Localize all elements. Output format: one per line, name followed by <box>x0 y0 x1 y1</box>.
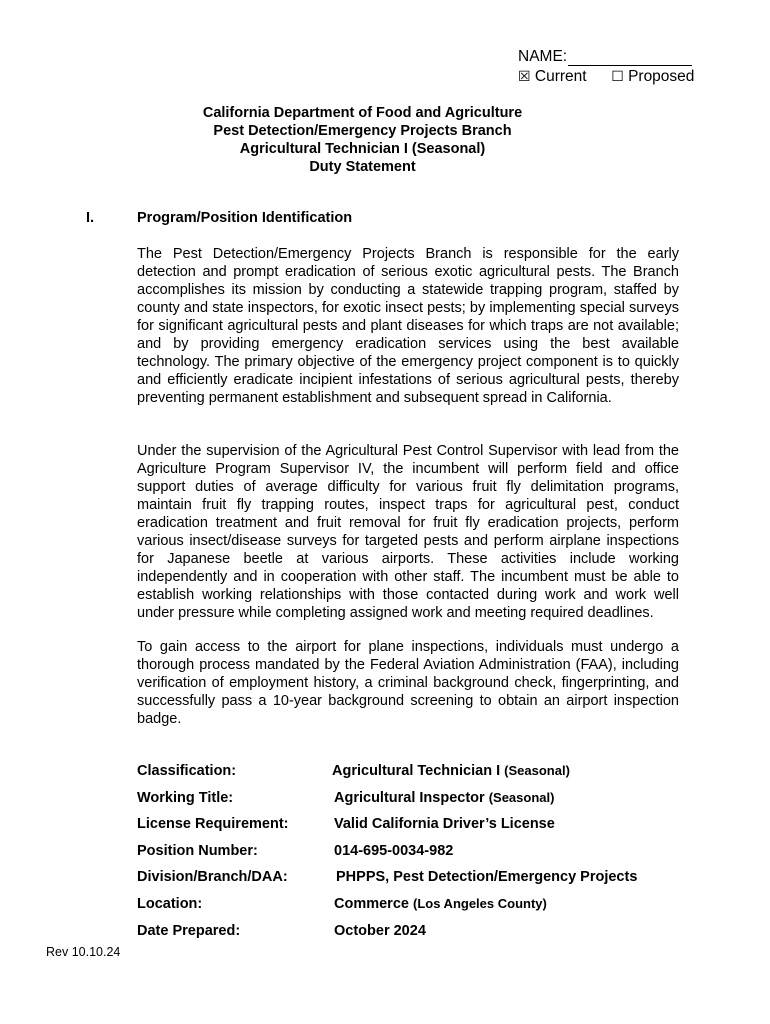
location-value: Commerce (Los Angeles County) <box>334 895 547 912</box>
paragraph-duties: Under the supervision of the Agricultural Pest Control Supervisor with lead from the Agriculture Program Supervisor IV, the incumbent will perform field and office support duties of average difficulty for various fruit fly delimitation programs, maintain fruit fly trapping routes, inspect traps for agricultural pest, conduct eradication treatment and fruit removal for fruit fly eradication projects, perform various insect/disease surveys for targeted pests and perform airplane inspections for Japanese beetle at various airports. These activities include working independently and in cooperation with other staff. The incumbent must be able to establish working relationships with those contacted during work and work well under pressure while completing assigned work and meeting required deadlines. <box>137 443 679 621</box>
info-row-date-prepared <box>137 923 697 950</box>
name-blank-line[interactable] <box>568 50 692 66</box>
name-field <box>518 47 708 66</box>
document-title <box>130 104 595 176</box>
location-suffix: (Los Angeles County) <box>412 895 547 911</box>
name-label: NAME: <box>518 48 568 65</box>
title-department: California Department of Food and Agriculture <box>202 105 523 121</box>
position-number-label: Position Number: <box>137 842 258 859</box>
info-row-classification <box>137 763 697 790</box>
info-row-position-number <box>137 843 697 870</box>
name-status-block <box>518 47 708 87</box>
proposed-label: Proposed <box>628 68 695 85</box>
position-number-value: 014-695-0034-982 <box>334 842 454 859</box>
license-value: Valid California Driver’s License <box>334 816 555 833</box>
date-prepared-label: Date Prepared: <box>137 922 241 939</box>
division-value: PHPPS, Pest Detection/Emergency Projects <box>336 869 638 886</box>
location-label: Location: <box>137 895 203 912</box>
section-number: I. <box>86 210 95 226</box>
proposed-checkbox[interactable]: ☐ <box>611 69 624 85</box>
working-title-suffix: (Seasonal) <box>488 789 555 805</box>
working-title-value: Agricultural Inspector (Seasonal) <box>334 789 555 806</box>
info-row-working-title <box>137 790 697 817</box>
paragraph-branch-description: The Pest Detection/Emergency Projects Branch is responsible for the early detection and prompt eradication of serious exotic agricultural pests. The Branch accomplishes its mission by conducting a statewide trapping program, staffed by county and state inspectors, for exotic insect pests; by implementing special surveys for significant agricultural pests and plant diseases for which traps are not available; and by providing emergency eradication services using the best available technology. The primary objective of the emergency project component is to quickly and efficiently eradicate incipient infestations of serious agricultural pests, thereby preventing permanent establishment and subsequent spread in California. <box>137 246 679 406</box>
division-label: Division/Branch/DAA: <box>137 869 288 886</box>
current-checkbox[interactable]: ☒ <box>518 69 531 85</box>
current-label: Current <box>534 68 587 85</box>
status-checkboxes <box>518 68 708 87</box>
license-label: License Requirement: <box>137 816 289 833</box>
info-row-location <box>137 896 697 923</box>
position-info-table <box>137 763 697 949</box>
classification-suffix: (Seasonal) <box>504 763 570 778</box>
title-branch: Pest Detection/Emergency Projects Branch <box>213 123 512 139</box>
working-title-label: Working Title: <box>137 789 234 806</box>
date-prepared-value: October 2024 <box>334 922 426 939</box>
info-row-division <box>137 869 697 896</box>
title-position: Agricultural Technician I (Seasonal) <box>239 141 486 157</box>
classification-value: Agricultural Technician I (Seasonal) <box>332 763 570 779</box>
info-row-license <box>137 816 697 843</box>
classification-label: Classification: <box>137 763 237 779</box>
title-duty-statement: Duty Statement <box>309 159 416 175</box>
paragraph-airport-access: To gain access to the airport for plane inspections, individuals must undergo a thorough process mandated by the Federal Aviation Administration (FAA), including verification of employment history, a criminal background check, fingerprinting, and successfully pass a 10-year background screening to obtain an airport inspection badge. <box>137 639 679 727</box>
section-title: Program/Position Identification <box>137 210 353 226</box>
revision-footer: Rev 10.10.24 <box>46 945 121 959</box>
